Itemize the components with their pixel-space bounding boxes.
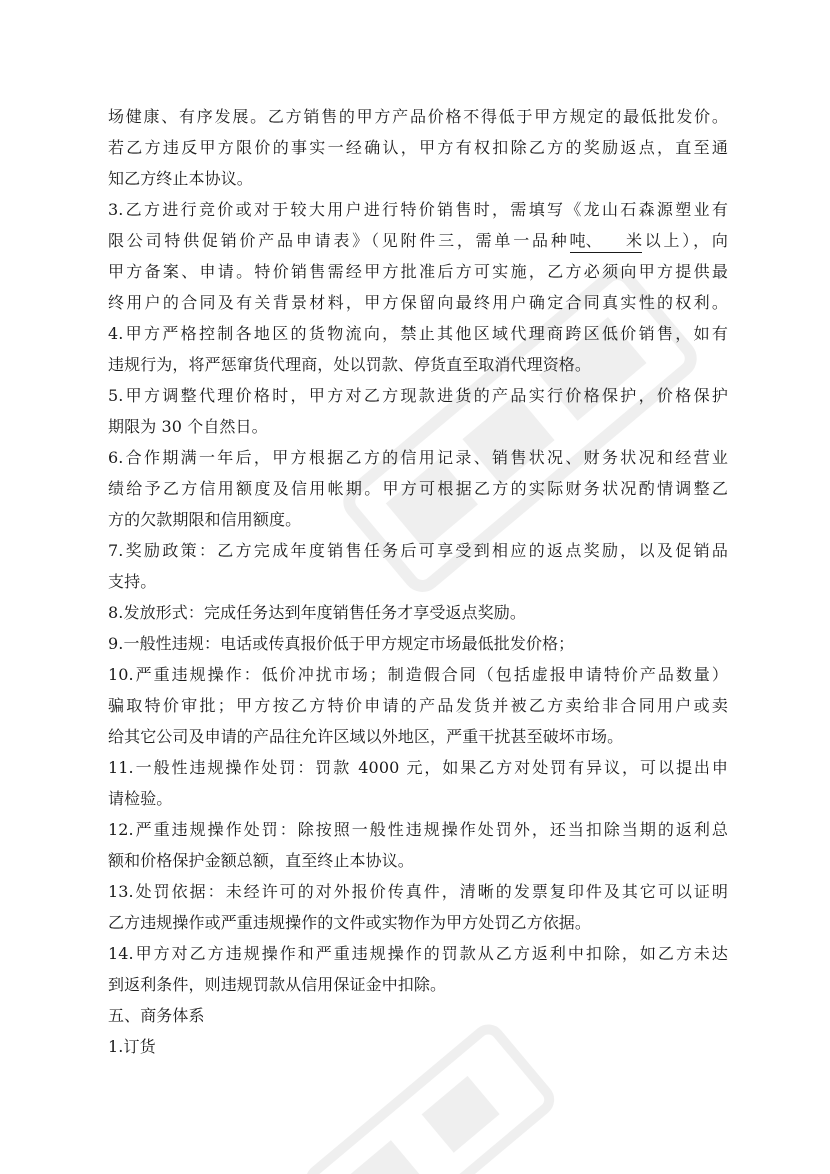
subsection-heading: 1.订货 <box>108 1037 156 1056</box>
text-line: 甲方备案、申请。特价销售需经甲方批准后方可实施，乙方必须向甲方提供最 <box>108 262 728 281</box>
text-line: 违规行为，将严惩窜货代理商，处以罚款、停货直至取消代理资格。 <box>108 355 592 374</box>
clause-9-line: 9.一般性违规：电话或传真报价低于甲方规定市场最低批发价格； <box>108 634 575 653</box>
document-body <box>108 101 728 1062</box>
text-line-with-blank <box>108 225 728 256</box>
text-segment: 限公司特供促销价产品申请表》（见附件三，需单一品种 <box>108 231 570 250</box>
text-line: 额和价格保护金额总额，直至终止本协议。 <box>108 851 414 870</box>
text-line: 场健康、有序发展。乙方销售的甲方产品价格不得低于甲方规定的最低批发价。 <box>108 107 728 126</box>
text-line: 绩给予乙方信用额度及信用帐期。甲方可根据乙方的实际财务状况酌情调整乙 <box>108 479 728 498</box>
clause-12-line: 12.严重违规操作处罚：除按照一般性违规操作处罚外，还当扣除当期的返利总 <box>108 820 728 839</box>
text-line: 若乙方违反甲方限价的事实一经确认，甲方有权扣除乙方的奖励返点，直至通 <box>108 138 728 157</box>
clause-10-line: 10.严重违规操作：低价冲扰市场；制造假合同（包括虚报申请特价产品数量） <box>108 665 728 684</box>
blank-field: 吨、 米 <box>570 230 643 253</box>
clause-3-line: 3.乙方进行竞价或对于较大用户进行特价销售时，需填写《龙山石森源塑业有 <box>108 200 728 219</box>
text-line: 到返利条件，则违规罚款从信用保证金中扣除。 <box>108 975 447 994</box>
text-line: 请检验。 <box>108 789 173 808</box>
text-line: 期限为 30 个自然日。 <box>108 417 268 436</box>
text-line: 乙方违规操作或严重违规操作的文件或实物作为甲方处罚乙方依据。 <box>108 913 592 932</box>
clause-6-line: 6.合作期满一年后，甲方根据乙方的信用记录、销售状况、财务状况和经营业 <box>108 448 728 467</box>
clause-14-line: 14.甲方对乙方违规操作和严重违规操作的罚款从乙方返利中扣除，如乙方未达 <box>108 944 728 963</box>
text-line: 知乙方终止本协议。 <box>108 169 253 188</box>
clause-8-line: 8.发放形式：完成任务达到年度销售任务才享受返点奖励。 <box>108 603 526 622</box>
clause-7-line: 7.奖励政策：乙方完成年度销售任务后可享受到相应的返点奖励，以及促销品 <box>108 541 728 560</box>
clause-4-line: 4.甲方严格控制各地区的货物流向，禁止其他区域代理商跨区低价销售，如有 <box>108 324 728 343</box>
text-line: 支持。 <box>108 572 157 591</box>
text-line: 骗取特价审批；甲方按乙方特价申请的产品发货并被乙方卖给非合同用户或卖 <box>108 696 728 715</box>
clause-11-line: 11.一般性违规操作处罚：罚款 4000 元，如果乙方对处罚有异议，可以提出申 <box>108 758 728 777</box>
text-line: 终用户的合同及有关背景材料，甲方保留向最终用户确定合同真实性的权利。 <box>108 293 728 312</box>
text-segment: 以上），向 <box>642 231 728 250</box>
text-line: 给其它公司及申请的产品往允许区域以外地区，严重干扰甚至破坏市场。 <box>108 727 624 746</box>
text-line: 方的欠款期限和信用额度。 <box>108 510 302 529</box>
clause-5-line: 5.甲方调整代理价格时，甲方对乙方现款进货的产品实行价格保护，价格保护 <box>108 386 728 405</box>
section-heading: 五、商务体系 <box>108 1006 205 1025</box>
clause-13-line: 13.处罚依据：未经许可的对外报价传真件，清晰的发票复印件及其它可以证明 <box>108 882 728 901</box>
